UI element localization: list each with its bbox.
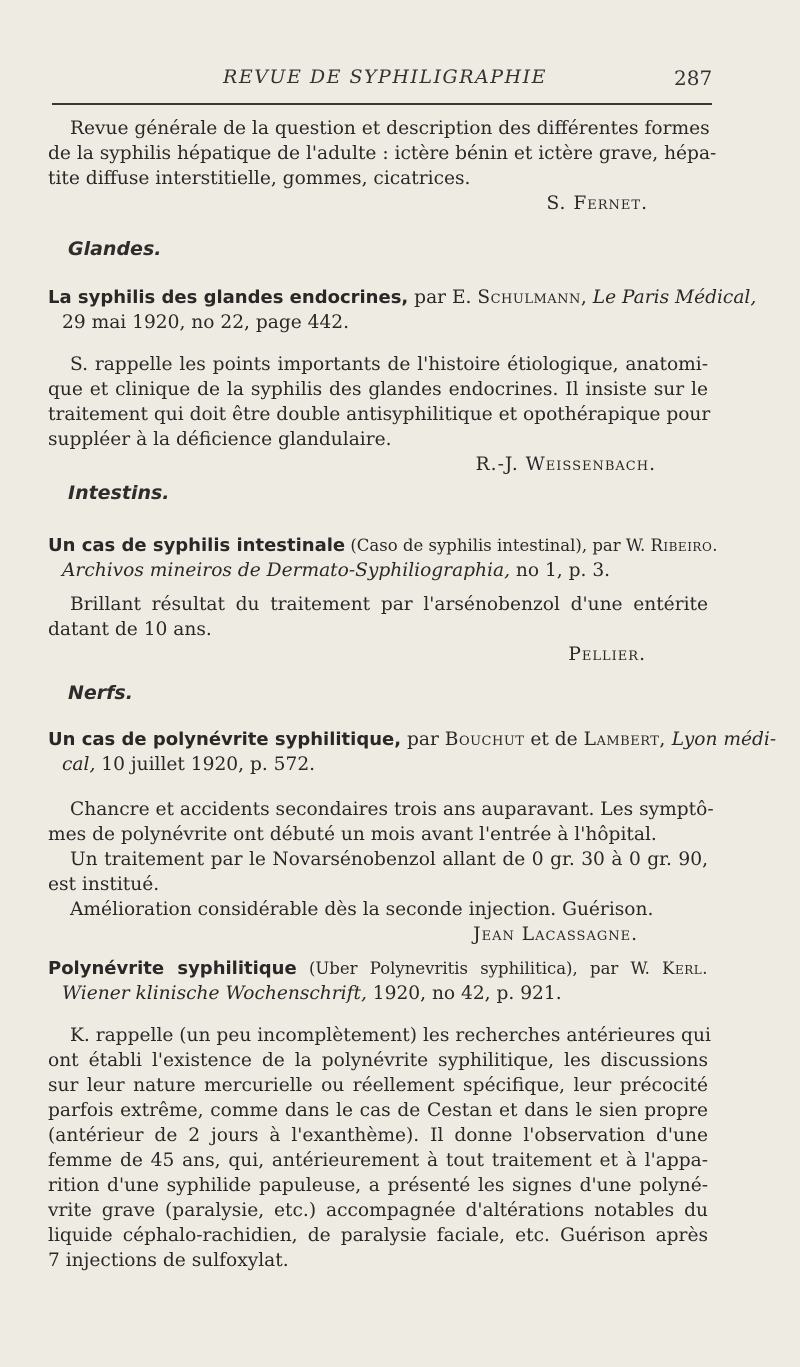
author-name: Ribeiro.	[650, 536, 719, 555]
page-number: 287	[674, 66, 713, 90]
article-title: La syphilis des glandes endocrines,	[48, 287, 409, 308]
article-title: Un cas de polynévrite syphilitique,	[48, 729, 402, 750]
text-line: est institué.	[48, 874, 160, 895]
text-line: vrite grave (paralysie, etc.) accompagnée d'altérations notables du	[48, 1200, 708, 1221]
section-heading-nerfs: Nerfs.	[68, 682, 133, 704]
text-line: liquide céphalo-rachidien, de paralysie faciale, etc. Guérison après	[48, 1225, 708, 1246]
running-header-title: REVUE DE SYPHILIGRAPHIE	[223, 66, 547, 88]
signature: Jean Lacassagne.	[473, 924, 638, 945]
header-rule	[52, 103, 712, 105]
text-line: sur leur nature mercurielle ou réellement spécifique, leur précocité	[48, 1075, 708, 1096]
text-line: rition d'une syphilide papuleuse, a présenté les signes d'une polyné-	[48, 1175, 708, 1196]
text-line: Brillant résultat du traitement par l'arsénobenzol d'une entérite	[70, 594, 708, 615]
text-line: tite diffuse interstitielle, gommes, cicatrices.	[48, 168, 471, 189]
intro-paragraph	[48, 116, 717, 216]
reference-text: no 1, p. 3.	[509, 560, 611, 581]
reference-text: et de	[524, 729, 584, 750]
text-line: que et clinique de la syphilis des glandes endocrines. Il insiste sur le	[48, 379, 708, 400]
section-heading-glandes: Glandes.	[68, 238, 162, 260]
reference-line	[48, 533, 719, 558]
reference-text: (Caso de syphilis intestinal), par W.	[345, 536, 651, 555]
author-name: Lambert,	[583, 729, 666, 750]
article-glandes-endocrines	[48, 285, 757, 477]
signature: R.-J. Weissenbach.	[475, 454, 656, 475]
reference-line-2	[48, 752, 708, 777]
text-line: femme de 45 ans, qui, antérieurement à tout traitement et à l'appa-	[48, 1150, 708, 1171]
text-line: traitement qui doit être double antisyphilitique et opothérapique pour	[48, 404, 711, 425]
author-name: Schulmann	[477, 287, 581, 308]
text-line: suppléer à la déficience glandulaire.	[48, 429, 392, 450]
reference-line	[48, 956, 708, 981]
reference-text: (Uber Polynevritis syphilitica), par W.	[296, 959, 663, 978]
text-line: Amélioration considérable dès la seconde injection. Guérison.	[70, 899, 654, 920]
text-line: de la syphilis hépatique de l'adulte : ictère bénin et ictère grave, hépa-	[48, 143, 717, 164]
reference-line	[48, 285, 757, 310]
reference-text: par E.	[408, 287, 478, 308]
text-line: S. rappelle les points importants de l'histoire étiologique, anatomi-	[70, 354, 708, 375]
article-syphilis-intestinale	[48, 533, 719, 667]
reference-text: 10 juillet 1920, p. 572.	[95, 754, 316, 775]
article-polynevrite-syphilitique	[48, 727, 777, 947]
text-line: Un traitement par le Novarsénobenzol allant de 0 gr. 30 à 0 gr. 90,	[70, 849, 708, 870]
article-title: Polynévrite syphilitique	[48, 958, 297, 979]
text-line: K. rappelle (un peu incomplètement) les recherches antérieures qui	[70, 1025, 711, 1046]
article-polynevrite-kerl	[48, 956, 711, 1273]
reference-text: par	[401, 729, 445, 750]
author-name: Kerl.	[662, 959, 708, 978]
signature: Pellier.	[568, 644, 646, 665]
text-line: Chancre et accidents secondaires trois ans auparavant. Les symptô-	[70, 799, 714, 820]
text-line: 7 injections de sulfoxylat.	[48, 1250, 289, 1271]
reference-line-2	[48, 558, 708, 583]
journal-name: Le Paris Médical,	[592, 287, 757, 308]
author-name: Bouchut	[444, 729, 525, 750]
text-line: mes de polynévrite ont débuté un mois avant l'entrée à l'hôpital.	[48, 824, 657, 845]
text-line: Revue générale de la question et description des différentes formes	[70, 118, 710, 139]
text-line: datant de 10 ans.	[48, 619, 212, 640]
journal-name: Lyon médi-	[665, 729, 777, 750]
article-title: Un cas de syphilis intestinale	[48, 535, 346, 556]
section-heading-intestins: Intestins.	[68, 482, 170, 504]
reference-text: ,	[580, 287, 593, 308]
text-line: parfois extrême, comme dans le cas de Cestan et dans le sien propre	[48, 1100, 708, 1121]
journal-name: Archivos mineiros de Dermato-Syphiliographia,	[62, 560, 510, 581]
reference-line	[48, 727, 777, 752]
reference-line-2: 29 mai 1920, no 22, page 442.	[62, 312, 350, 333]
reference-line-2	[48, 981, 708, 1006]
text-line: ont établi l'existence de la polynévrite syphilitique, les discussions	[48, 1050, 708, 1071]
journal-name: Wiener klinische Wochenschrift,	[62, 983, 367, 1004]
text-line: (antérieur de 2 jours à l'exanthème). Il donne l'observation d'une	[48, 1125, 708, 1146]
reference-text: 1920, no 42, p. 921.	[366, 983, 562, 1004]
journal-name: cal,	[62, 754, 96, 775]
signature: S. Fernet.	[546, 193, 648, 214]
